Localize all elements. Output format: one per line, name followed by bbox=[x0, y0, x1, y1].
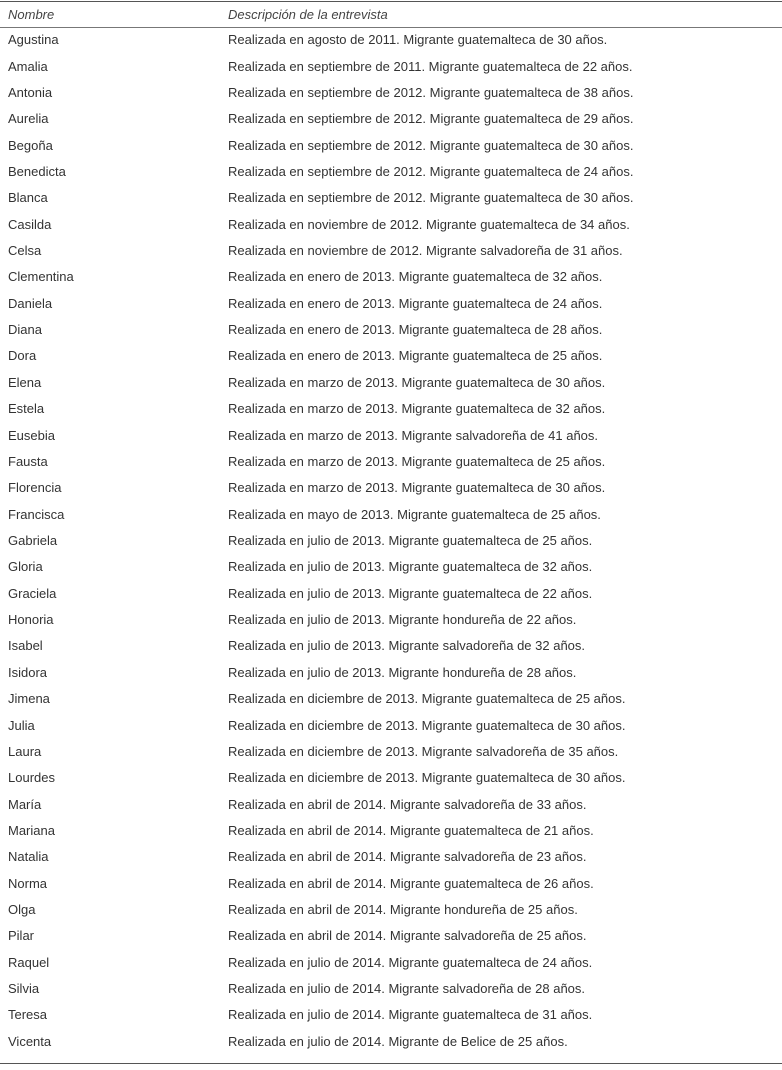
interviewee-name: Mariana bbox=[8, 822, 55, 838]
table-row bbox=[0, 923, 782, 949]
table-row bbox=[0, 871, 782, 897]
interviewee-name: Graciela bbox=[8, 585, 57, 601]
table-row bbox=[0, 1029, 782, 1055]
interview-description: Realizada en marzo de 2013. Migrante guatemalteca de 32 años. bbox=[228, 401, 606, 417]
interview-description: Realizada en julio de 2014. Migrante guatemalteca de 24 años. bbox=[228, 954, 593, 970]
interviewee-name: Pilar bbox=[8, 928, 35, 944]
interviewee-name: Isidora bbox=[8, 664, 48, 680]
interview-description: Realizada en diciembre de 2013. Migrante guatemalteca de 25 años. bbox=[228, 691, 626, 707]
table-row bbox=[0, 317, 782, 343]
table-row bbox=[0, 765, 782, 791]
interview-description: Realizada en abril de 2014. Migrante salvadoreña de 23 años. bbox=[228, 849, 587, 865]
table-row bbox=[0, 132, 782, 158]
table-row bbox=[0, 238, 782, 264]
interviewee-name: Diana bbox=[8, 322, 42, 338]
interviewee-name: Clementina bbox=[8, 269, 74, 285]
table-row bbox=[0, 976, 782, 1002]
table-row bbox=[0, 27, 782, 53]
interviewee-name: Begoña bbox=[8, 137, 53, 153]
table-row bbox=[0, 712, 782, 738]
interview-description: Realizada en julio de 2014. Migrante de Belice de 25 años. bbox=[228, 1033, 568, 1049]
interview-description: Realizada en enero de 2013. Migrante guatemalteca de 32 años. bbox=[228, 269, 603, 285]
interviewee-name: Isabel bbox=[8, 638, 43, 654]
table-row bbox=[0, 660, 782, 686]
interviewee-name: Daniela bbox=[8, 295, 53, 311]
interviewee-name: Julia bbox=[8, 717, 35, 733]
table-row bbox=[0, 897, 782, 923]
interview-description: Realizada en septiembre de 2012. Migrante guatemalteca de 24 años. bbox=[228, 163, 634, 179]
interviewee-name: Laura bbox=[8, 743, 42, 759]
interview-description: Realizada en septiembre de 2012. Migrante guatemalteca de 30 años. bbox=[228, 190, 634, 206]
interviewee-name: Amalia bbox=[8, 58, 48, 74]
interviewee-name: Aurelia bbox=[8, 111, 49, 127]
interviewee-name: Gabriela bbox=[8, 533, 58, 548]
interviewee-name: Elena bbox=[8, 374, 42, 390]
table-row bbox=[0, 818, 782, 844]
interview-description: Realizada en enero de 2013. Migrante guatemalteca de 24 años. bbox=[228, 295, 603, 311]
interview-description: Realizada en noviembre de 2012. Migrante salvadoreña de 31 años. bbox=[228, 243, 623, 259]
interview-description: Realizada en julio de 2013. Migrante guatemalteca de 25 años. bbox=[228, 533, 593, 548]
interviewee-name: Antonia bbox=[8, 84, 53, 100]
table-row bbox=[0, 212, 782, 238]
interviewee-name: Francisca bbox=[8, 506, 65, 522]
table-row bbox=[0, 528, 782, 554]
table-row bbox=[0, 581, 782, 607]
interviewee-name: Benedicta bbox=[8, 163, 66, 179]
interviewee-name: Florencia bbox=[8, 480, 62, 496]
interview-description: Realizada en abril de 2014. Migrante guatemalteca de 21 años. bbox=[228, 822, 594, 838]
interviewee-name: Blanca bbox=[8, 190, 48, 206]
interview-description: Realizada en diciembre de 2013. Migrante salvadoreña de 35 años. bbox=[228, 743, 619, 759]
table-row bbox=[0, 501, 782, 527]
column-header-description: Descripción de la entrevista bbox=[228, 7, 388, 22]
interviewee-name: Silvia bbox=[8, 981, 40, 997]
interviewee-name: Agustina bbox=[8, 32, 59, 48]
table-row bbox=[0, 185, 782, 211]
interviewee-name: Eusebia bbox=[8, 427, 55, 443]
interviews-table bbox=[0, 3, 782, 1055]
interview-description: Realizada en agosto de 2011. Migrante guatemalteca de 30 años. bbox=[228, 32, 608, 48]
table-row bbox=[0, 264, 782, 290]
interview-description: Realizada en julio de 2014. Migrante guatemalteca de 31 años. bbox=[228, 1007, 593, 1023]
interview-description: Realizada en diciembre de 2013. Migrante guatemalteca de 30 años. bbox=[228, 770, 626, 786]
interviewee-name: Norma bbox=[8, 875, 48, 891]
table-row bbox=[0, 343, 782, 369]
interview-description: Realizada en septiembre de 2012. Migrante guatemalteca de 38 años. bbox=[228, 84, 634, 100]
interview-description: Realizada en julio de 2013. Migrante hondureña de 22 años. bbox=[228, 612, 577, 628]
interview-description: Realizada en marzo de 2013. Migrante guatemalteca de 30 años. bbox=[228, 480, 606, 496]
interview-description: Realizada en marzo de 2013. Migrante guatemalteca de 25 años. bbox=[228, 453, 606, 469]
table-row bbox=[0, 554, 782, 580]
interview-description: Realizada en diciembre de 2013. Migrante guatemalteca de 30 años. bbox=[228, 717, 626, 733]
table-row bbox=[0, 370, 782, 396]
table-body bbox=[0, 27, 782, 1055]
interview-description: Realizada en enero de 2013. Migrante guatemalteca de 25 años. bbox=[228, 348, 603, 364]
interview-description: Realizada en abril de 2014. Migrante guatemalteca de 26 años. bbox=[228, 875, 594, 891]
interview-description: Realizada en septiembre de 2012. Migrante guatemalteca de 30 años. bbox=[228, 137, 634, 153]
interview-description: Realizada en noviembre de 2012. Migrante guatemalteca de 34 años. bbox=[228, 216, 630, 232]
interview-description: Realizada en abril de 2014. Migrante hondureña de 25 años. bbox=[228, 902, 578, 918]
interviewee-name: Estela bbox=[8, 401, 45, 417]
table-row bbox=[0, 950, 782, 976]
column-header-name: Nombre bbox=[8, 7, 55, 22]
table-row bbox=[0, 106, 782, 132]
table-row bbox=[0, 80, 782, 106]
bottom-rule bbox=[0, 1063, 782, 1064]
table-row bbox=[0, 159, 782, 185]
header-row bbox=[0, 3, 782, 27]
interviewee-name: Raquel bbox=[8, 954, 50, 970]
table-row bbox=[0, 396, 782, 422]
top-rule bbox=[0, 1, 782, 2]
interviewee-name: Celsa bbox=[8, 243, 42, 259]
interview-description: Realizada en abril de 2014. Migrante salvadoreña de 25 años. bbox=[228, 928, 587, 944]
interviewee-name: Olga bbox=[8, 902, 36, 918]
interview-description: Realizada en abril de 2014. Migrante salvadoreña de 33 años. bbox=[228, 796, 587, 812]
interviewee-name: Casilda bbox=[8, 216, 52, 232]
interviewee-name: Jimena bbox=[8, 691, 50, 707]
table-header bbox=[0, 3, 782, 27]
table-row bbox=[0, 739, 782, 765]
table-row bbox=[0, 1002, 782, 1028]
interview-description: Realizada en enero de 2013. Migrante guatemalteca de 28 años. bbox=[228, 322, 603, 338]
table-row bbox=[0, 53, 782, 79]
table-row bbox=[0, 791, 782, 817]
interviewee-name: Dora bbox=[8, 348, 37, 364]
table-row bbox=[0, 291, 782, 317]
table-row bbox=[0, 844, 782, 870]
interview-description: Realizada en marzo de 2013. Migrante guatemalteca de 30 años. bbox=[228, 374, 606, 390]
interview-description: Realizada en julio de 2013. Migrante salvadoreña de 32 años. bbox=[228, 638, 586, 654]
interview-description: Realizada en septiembre de 2012. Migrante guatemalteca de 29 años. bbox=[228, 111, 634, 127]
interviewee-name: Honoria bbox=[8, 612, 54, 628]
interview-description: Realizada en julio de 2013. Migrante guatemalteca de 32 años. bbox=[228, 559, 593, 575]
interview-description: Realizada en marzo de 2013. Migrante salvadoreña de 41 años. bbox=[228, 427, 599, 443]
interviewee-name: Teresa bbox=[8, 1007, 48, 1023]
interviewee-name: Vicenta bbox=[8, 1033, 52, 1049]
table-row bbox=[0, 607, 782, 633]
interviewee-name: Fausta bbox=[8, 453, 48, 469]
table-row bbox=[0, 422, 782, 448]
interview-description: Realizada en septiembre de 2011. Migrante guatemalteca de 22 años. bbox=[228, 58, 633, 74]
interview-description: Realizada en julio de 2013. Migrante guatemalteca de 22 años. bbox=[228, 585, 593, 601]
interviewee-name: Lourdes bbox=[8, 770, 55, 786]
table-row bbox=[0, 686, 782, 712]
interview-description: Realizada en julio de 2013. Migrante hondureña de 28 años. bbox=[228, 664, 577, 680]
table-row bbox=[0, 475, 782, 501]
interviewee-name: Gloria bbox=[8, 559, 43, 575]
interview-description: Realizada en mayo de 2013. Migrante guatemalteca de 25 años. bbox=[228, 506, 601, 522]
table-row bbox=[0, 633, 782, 659]
interviewee-name: Natalia bbox=[8, 849, 49, 865]
table-row bbox=[0, 449, 782, 475]
interview-description: Realizada en julio de 2014. Migrante salvadoreña de 28 años. bbox=[228, 981, 586, 997]
interviewee-name: María bbox=[8, 796, 42, 812]
